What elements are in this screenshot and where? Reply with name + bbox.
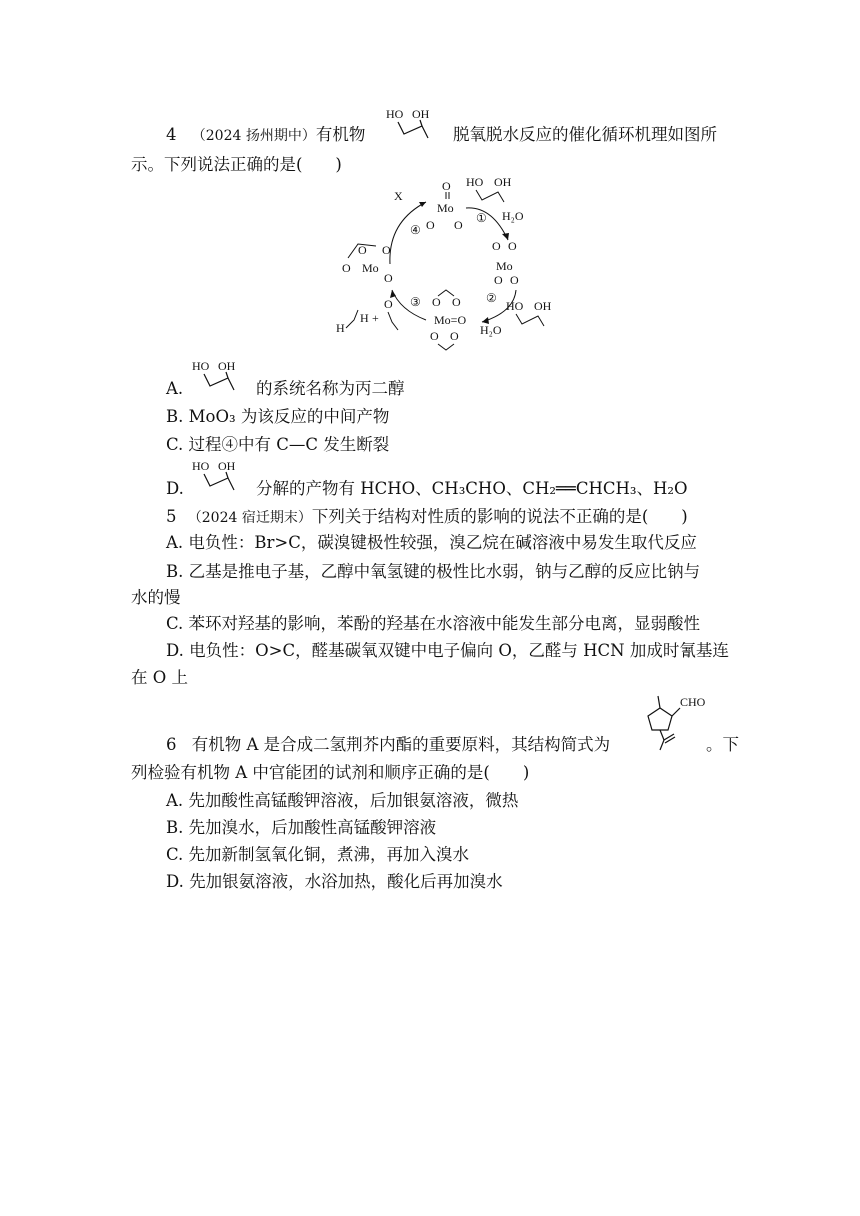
svg-text:O: O	[450, 329, 459, 343]
q5-option-b-line1: B. 乙基是推电子基，乙醇中氧氢键的极性比水弱，钠与乙醇的反应比钠与	[166, 562, 701, 581]
q5-option-d-line1: D. 电负性：O>C，醛基碳氧双键中电子偏向 O，乙醛与 HCN 加成时氰基连	[166, 641, 729, 660]
svg-text:Mo: Mo	[496, 259, 513, 273]
svg-text:OH: OH	[218, 459, 236, 473]
q5-source: （2024 宿迁期末）	[187, 510, 312, 526]
q6-stem-line1	[166, 734, 610, 756]
svg-text:O: O	[426, 218, 435, 232]
svg-text:OH: OH	[494, 175, 512, 189]
catalytic-cycle-diagram	[330, 172, 560, 352]
diagram-step-3: ③	[410, 295, 421, 309]
svg-text:HO: HO	[192, 459, 210, 473]
diagram-mo-top: Mo	[437, 201, 454, 215]
propanediol-structure-d	[188, 456, 258, 498]
q6-number: 6	[166, 735, 177, 754]
q4-stem-line1	[166, 124, 365, 147]
q4-option-a-text: 的系统名称为丙二醇	[256, 379, 405, 398]
svg-text:O: O	[492, 239, 501, 253]
q5-option-c: C. 苯环对羟基的影响，苯酚的羟基在水溶液中能发生部分电离，显弱酸性	[166, 614, 701, 633]
diagram-h2o-1: H₂O	[502, 209, 524, 223]
svg-text:O: O	[358, 243, 367, 257]
diagram-o-top: O	[442, 179, 451, 193]
q4-option-d-text: 分解的产物有 HCHO、CH₃CHO、CH₂══CHCH₃、H₂O	[256, 479, 688, 498]
q6-option-b: B. 先加溴水，后加酸性高锰酸钾溶液	[166, 818, 437, 837]
mol-label-oh: OH	[412, 107, 430, 121]
q5-option-d-line2: 在 O 上	[131, 668, 189, 687]
svg-text:O: O	[384, 271, 393, 285]
svg-text:O: O	[510, 273, 519, 287]
q4-stem-line2: 示。下列说法正确的是( )	[131, 155, 342, 174]
q5-stem	[166, 506, 688, 529]
svg-text:O: O	[382, 243, 391, 257]
svg-text:O: O	[452, 295, 461, 309]
svg-text:HO: HO	[506, 299, 524, 313]
svg-text:O: O	[454, 218, 463, 232]
q4-option-d-label: D.	[166, 479, 184, 498]
compound-a-structure	[634, 690, 714, 752]
diagram-step-2: ②	[486, 291, 497, 305]
q4-source: （2024 扬州期中）	[191, 128, 316, 144]
propanediol-structure-a	[188, 356, 258, 398]
q5-option-b-line2: 水的慢	[131, 588, 181, 607]
svg-text:+: +	[372, 311, 379, 325]
diagram-x-label: X	[394, 189, 403, 203]
q4-stem-part-b: 脱氧脱水反应的催化循环机理如图所	[453, 125, 717, 144]
q6-stem-part-a: 有机物 A 是合成二氢荆芥内酯的重要原料，其结构简式为	[191, 735, 611, 754]
svg-text:O: O	[494, 273, 503, 287]
svg-text:H: H	[360, 311, 369, 325]
svg-text:HO: HO	[192, 359, 210, 373]
diagram-step-4: ④	[410, 223, 421, 237]
diagram-h2o-2: H₂O	[480, 323, 502, 337]
q4-number: 4	[166, 125, 177, 144]
q6-option-c: C. 先加新制氢氧化铜，煮沸，再加入溴水	[166, 845, 470, 864]
q4-option-a-label: A.	[166, 379, 184, 398]
q5-number: 5	[166, 507, 177, 526]
diagram-step-1: ①	[476, 211, 487, 225]
svg-text:O: O	[432, 295, 441, 309]
q5-option-a: A. 电负性：Br>C，碳溴键极性较强，溴乙烷在碱溶液中易发生取代反应	[166, 533, 697, 552]
q6-stem-part-b: 。下	[706, 735, 739, 754]
q5-stem-text: 下列关于结构对性质的影响的说法不正确的是( )	[311, 507, 688, 526]
q6-option-a: A. 先加酸性高锰酸钾溶液，后加银氨溶液，微热	[166, 791, 519, 810]
q6-stem-line2: 列检验有机物 A 中官能团的试剂和顺序正确的是( )	[131, 763, 530, 782]
q4-option-c: C. 过程④中有 C—C 发生断裂	[166, 435, 390, 454]
svg-text:HO: HO	[466, 175, 484, 189]
mol-label-ho: HO	[386, 107, 404, 121]
svg-text:O: O	[342, 261, 351, 275]
svg-text:Mo: Mo	[362, 261, 379, 275]
q4-option-b: B. MoO₃ 为该反应的中间产物	[166, 407, 390, 426]
svg-text:O: O	[384, 297, 393, 311]
q4-stem-part-a: 有机物	[315, 125, 366, 144]
svg-text:OH: OH	[534, 299, 552, 313]
svg-text:O: O	[430, 329, 439, 343]
propanediol-structure	[382, 104, 452, 146]
diagram-mo-oxo: Mo=O	[434, 313, 467, 327]
svg-text:OH: OH	[218, 359, 236, 373]
svg-text:O: O	[508, 239, 517, 253]
svg-text:H: H	[336, 321, 345, 335]
cho-label: CHO	[680, 695, 706, 709]
q6-option-d: D. 先加银氨溶液，水浴加热，酸化后再加溴水	[166, 872, 503, 891]
